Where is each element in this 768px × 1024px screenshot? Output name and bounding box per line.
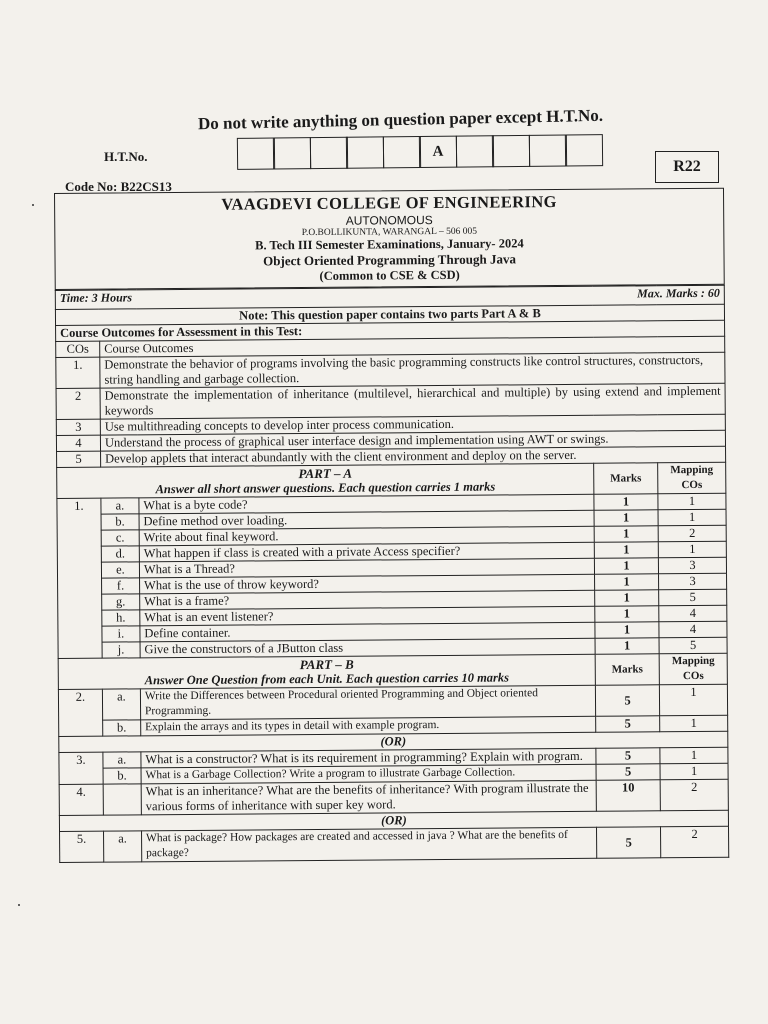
part-b-subtitle: Answer One Question from each Unit. Each question carries 10 marks: [144, 670, 510, 688]
question-marks: 1: [594, 510, 658, 527]
htno-box: [382, 136, 420, 168]
question-text: What happen if class is created with a private Access specifier?: [139, 542, 594, 562]
question-text: What is a Garbage Collection? Write a program to illustrate Garbage Collection.: [141, 764, 596, 784]
sub-question-label: a.: [101, 498, 139, 514]
question-co: 1: [658, 493, 726, 510]
question-text: What is the use of throw keyword?: [139, 574, 594, 594]
sub-question-label: b.: [103, 768, 141, 784]
question-co: 1: [660, 715, 728, 732]
question-marks: 1: [595, 606, 659, 623]
sub-question-label: g.: [102, 594, 140, 610]
question-marks: 1: [595, 574, 659, 591]
question-marks: 5: [596, 764, 660, 781]
question-number: 5.: [60, 831, 104, 862]
question-marks: 1: [595, 590, 659, 607]
co-no: 1.: [56, 357, 100, 388]
college-address: P.O.BOLLIKUNTA, WARANGAL – 506 005: [301, 226, 477, 239]
htno-box: [309, 137, 347, 169]
htno-boxes: [238, 134, 603, 170]
question-text: Define method over loading.: [139, 510, 594, 530]
or-label: (OR): [59, 731, 728, 752]
question-co: 3: [659, 573, 727, 590]
question-text: Define container.: [140, 622, 595, 642]
question-marks: 5: [597, 827, 661, 859]
question-co: 2: [658, 525, 726, 542]
part-b-title: PART – B: [299, 656, 354, 673]
co-title: Course Outcomes for Assessment in this Test:: [56, 320, 725, 341]
question-marks: 5: [596, 716, 660, 733]
question-co: 2: [660, 779, 728, 811]
htno-box: [492, 135, 530, 167]
part-a-mapping-header: Mapping COs: [658, 462, 726, 494]
htno-box: A: [419, 136, 457, 168]
question-text: What is a frame?: [140, 590, 595, 610]
question-co: 5: [659, 637, 727, 654]
question-co: 1: [659, 684, 727, 716]
part-a-title: PART – A: [298, 465, 353, 482]
sub-question-label: a.: [103, 831, 141, 862]
htno-label: H.T.No.: [104, 149, 148, 164]
part-b-marks-header: Marks: [595, 654, 659, 686]
college-status: AUTONOMOUS: [345, 213, 433, 228]
question-co: 3: [658, 557, 726, 574]
question-co: 1: [660, 747, 728, 764]
sub-question-label: a.: [103, 752, 141, 768]
question-row: [60, 826, 729, 862]
college-header: [54, 188, 725, 290]
sub-question-label: b.: [101, 514, 139, 530]
question-co: 4: [659, 621, 727, 638]
co-text: Understand the process of graphical user interface design and implementation using AWT or swings.: [100, 430, 725, 451]
question-marks: 1: [594, 494, 658, 511]
speck: [32, 204, 34, 206]
question-text: What is a Thread?: [139, 558, 594, 578]
time-allowed: Time: 3 Hours: [55, 286, 592, 309]
part-a-marks-header: Marks: [594, 463, 658, 495]
question-number: 3.: [59, 752, 103, 784]
or-label: (OR): [59, 810, 728, 831]
part-a-subtitle: Answer all short answer questions. Each question carries 1 marks: [155, 479, 496, 497]
htno-box: [455, 135, 493, 167]
co-no: 3: [56, 419, 100, 435]
question-co: 1: [658, 541, 726, 558]
part-a-header: [57, 463, 594, 498]
speck: [18, 904, 20, 906]
question-marks: 1: [595, 622, 659, 639]
htno-box: [565, 134, 603, 166]
question-text: What is package? How packages are created and accessed in java ? What are the benefits of package?: [141, 827, 596, 862]
question-co: 1: [658, 509, 726, 526]
question-text: What is a constructor? What is its requirement in programming? Explain with program.: [141, 748, 596, 768]
htno-box: [273, 137, 311, 169]
co-no: 5: [57, 451, 101, 467]
question-co: 4: [659, 605, 727, 622]
question-marks: 1: [594, 558, 658, 575]
question-text: Explain the arrays and its types in detail with example program.: [141, 716, 596, 736]
question-marks: 1: [594, 526, 658, 543]
question-number: 1.: [57, 498, 102, 658]
max-marks: Max. Marks : 60: [592, 285, 724, 305]
co-header-text: Course Outcomes: [100, 336, 725, 357]
question-text: What is a byte code?: [139, 494, 594, 514]
sub-question-label: c.: [101, 530, 139, 546]
sub-question-label: e.: [101, 562, 139, 578]
common-to: (Common to CSE & CSD): [319, 267, 460, 283]
question-marks: 5: [595, 685, 659, 717]
sub-question-label: d.: [101, 546, 139, 562]
regulation-badge: R22: [655, 151, 719, 183]
co-no: 4: [56, 435, 100, 451]
question-co: 5: [659, 589, 727, 606]
subject-title: Object Oriented Programming Through Java: [263, 251, 516, 269]
question-co: 1: [660, 763, 728, 780]
sub-question-label: [103, 784, 141, 815]
htno-box: [236, 138, 274, 170]
question-text: Give the constructors of a JButton class: [140, 638, 595, 658]
sub-question-label: j.: [102, 642, 140, 658]
college-name: VAAGDEVI COLLEGE OF ENGINEERING: [221, 192, 557, 214]
co-text: Demonstrate the implementation of inheritance (multilevel, hierarchical and multiple) by using extend and implement keywords: [100, 383, 725, 419]
question-marks: 1: [594, 542, 658, 559]
sub-question-label: b.: [103, 720, 141, 736]
question-text: What is an event listener?: [140, 606, 595, 626]
question-text: Write about final keyword.: [139, 526, 594, 546]
instruction-heading: Do not write anything on question paper except H.T.No.: [197, 105, 604, 134]
question-number: 4.: [59, 784, 103, 815]
question-marks: 1: [595, 638, 659, 655]
question-text: Write the Differences between Procedural oriented Programming and Object oriented Programming.: [140, 685, 595, 720]
co-text: Demonstrate the behavior of programs involving the basic programming constructs like control structures, constructors, string handling and garbage collection.: [100, 352, 725, 388]
part-b-header: [58, 654, 595, 689]
sub-question-label: h.: [102, 610, 140, 626]
sub-question-label: i.: [102, 626, 140, 642]
co-no: 2: [56, 388, 100, 419]
exam-sheet: [54, 188, 729, 863]
co-text: Develop applets that interact abundantly with the client environment and deploy on the server.: [100, 446, 725, 467]
question-marks: 5: [596, 748, 660, 765]
question-marks: 10: [596, 780, 660, 812]
note: Note: This question paper contains two parts Part A & B: [55, 304, 724, 325]
co-header-no: COs: [56, 341, 100, 357]
question-co: 2: [661, 826, 729, 858]
sub-question-label: f.: [101, 578, 139, 594]
htno-box: [528, 134, 566, 166]
question-number: 2.: [58, 689, 102, 736]
exam-table: [55, 285, 729, 863]
sub-question-label: a.: [102, 689, 140, 720]
course-code: Code No: B22CS13: [65, 179, 172, 194]
co-text: Use multithreading concepts to develop inter process communication.: [100, 414, 725, 435]
question-text: What is an inheritance? What are the benefits of inheritance? With program illustrate the various forms of inheritance with super key word.: [141, 780, 596, 815]
part-b-mapping-header: Mapping COs: [659, 653, 727, 685]
htno-box: [346, 136, 384, 168]
exam-title: B. Tech III Semester Examinations, January- 2024: [255, 236, 524, 253]
